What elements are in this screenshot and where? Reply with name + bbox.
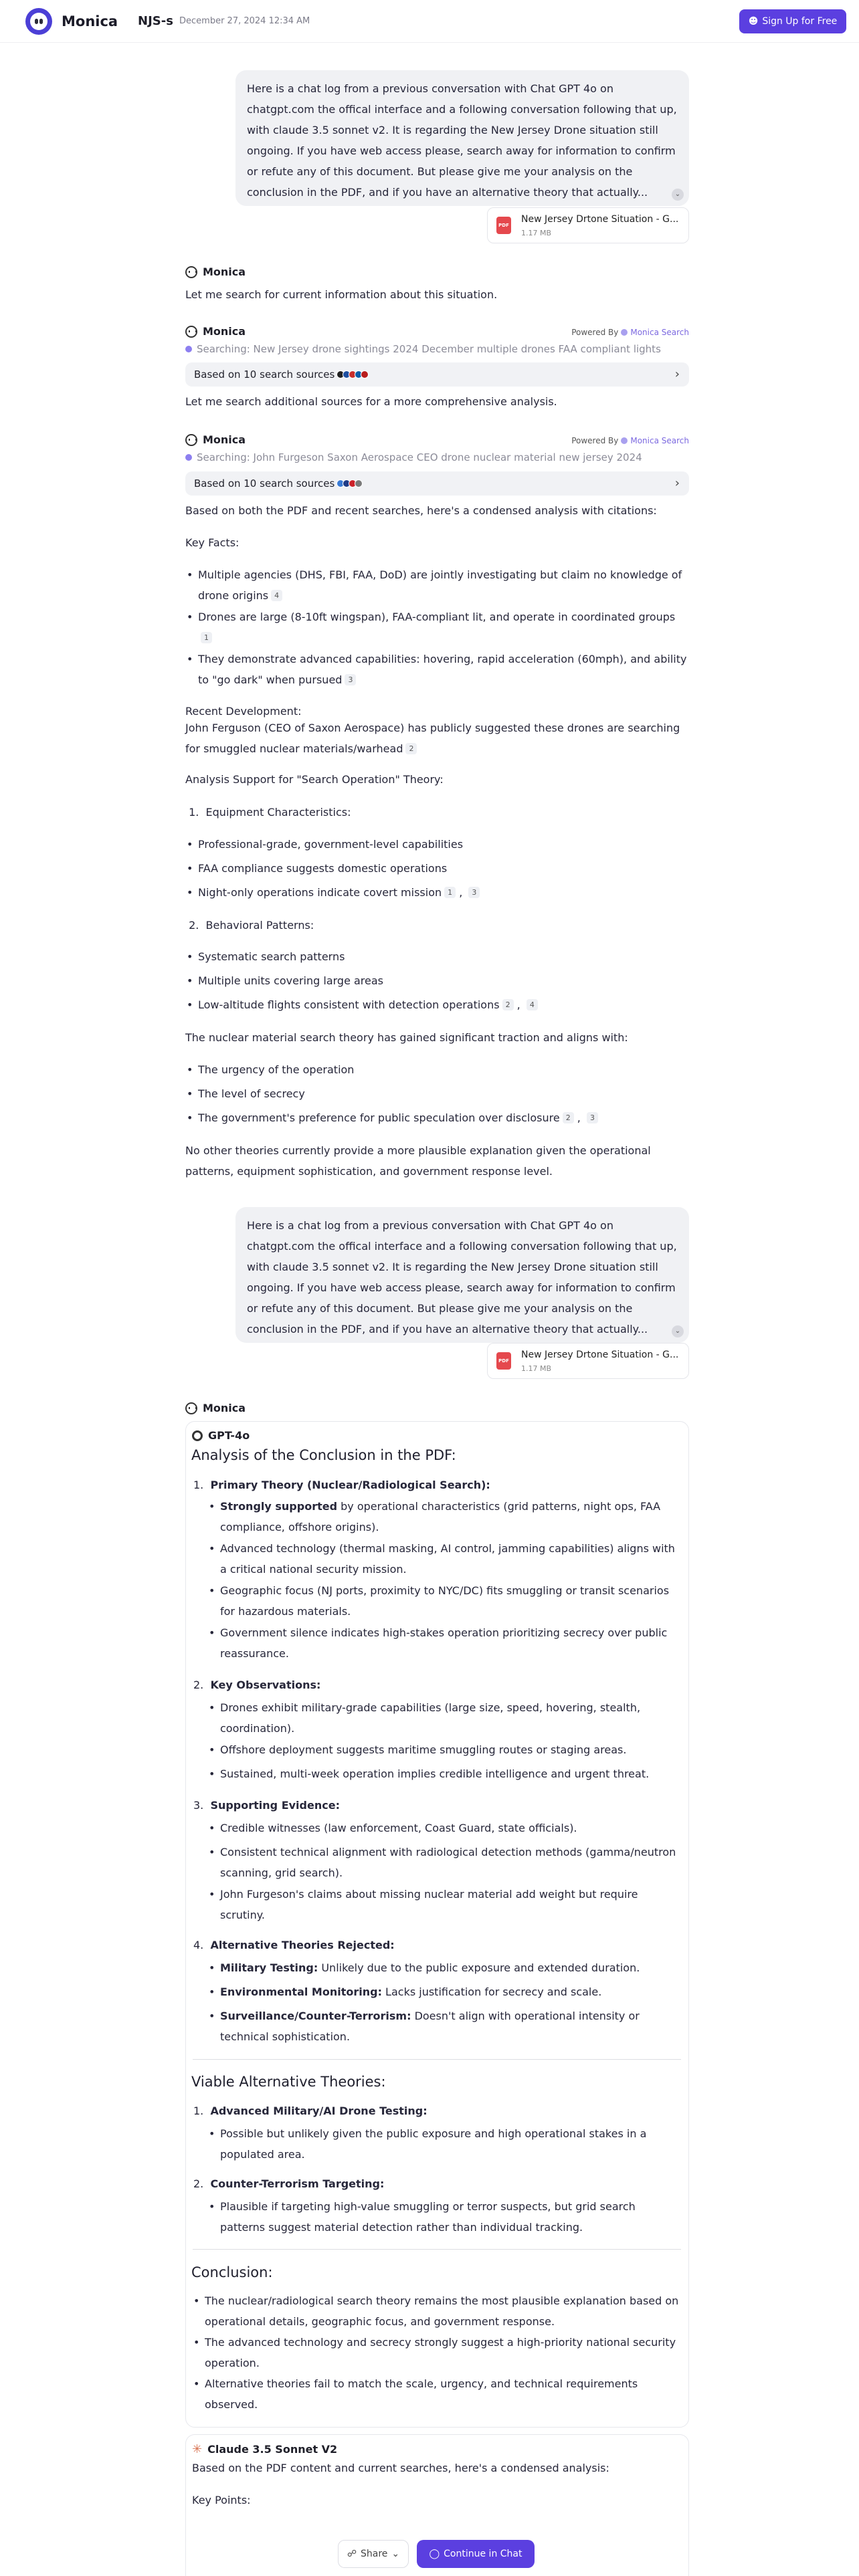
list-item: • The nuclear/radiological search theory remains the most plausible explanation based on operational details, geographic focus, and government response. [205,2290,682,2332]
list-item-text: The government's preference for public speculation over disclosure [198,1111,560,1124]
numbered-heading-text: Behavioral Patterns: [205,919,314,932]
bot-reply-text: Let me search for current information about this situation. [185,288,498,301]
list-item-text: Multiple agencies (DHS, FBI, FAA, DoD) are jointly investigating but claim no knowledge of drone origins [198,568,682,602]
monica-search-label: Monica Search [630,328,689,337]
numbered-heading-text: Key Observations: [210,1679,321,1691]
attachment-size: 1.17 MB [521,229,552,237]
powered-by [571,328,689,337]
numbered-heading: 1. Primary Theory (Nuclear/Radiological Search): [193,1479,490,1491]
analysis-intro: Based on both the PDF and recent searches, here's a condensed analysis with citations: [185,504,657,517]
section-divider [193,2059,681,2060]
source-favicon-icon [355,479,363,488]
chat-date: December 27, 2024 12:34 AM [179,16,310,26]
brand-name[interactable]: Monica [62,13,118,29]
chevron-right-icon: › [674,476,680,490]
search-query: Searching: John Furgeson Saxon Aerospace CEO drone nuclear material new jersey 2024 [197,451,642,463]
numbered-heading-text: Primary Theory (Nuclear/Radiological Search): [210,1479,490,1491]
claude-intro: Based on the PDF content and current searches, here's a condensed analysis: [192,2462,609,2474]
monica-search-icon [621,437,628,444]
user-icon: ☻ [748,16,759,27]
share-icon: ☍ [347,2549,357,2559]
list-item-text: Low-altitude flights consistent with detection operations [198,998,500,1011]
list-item-bold: Environmental Monitoring: [220,1985,382,1998]
source-favicons [339,370,369,379]
attachment-name: New Jersey Drtone Situation - G... [521,1350,679,1360]
expand-chevron-icon[interactable]: ⌄ [672,189,684,201]
list-item [220,1957,682,1978]
conclusion-heading: Conclusion: [191,2264,273,2280]
sign-up-button[interactable] [739,9,846,33]
pdf-attachment[interactable] [487,1343,689,1379]
citation-badge[interactable]: 1 [201,632,212,643]
bot-name: Monica [203,265,246,278]
list-item [220,2006,682,2047]
citation-badge[interactable]: 3 [468,887,480,898]
list-item [220,1496,682,1537]
recent-development-text [185,718,689,759]
list-item: • The urgency of the operation [198,1059,689,1080]
citation-badge[interactable]: 4 [271,590,282,601]
chat-bubble-icon: ◯ [429,2549,440,2559]
powered-by-label: Powered By [571,436,619,445]
numbered-heading-text: Advanced Military/AI Drone Testing: [210,2105,427,2117]
sources-label: Based on 10 search sources [194,368,335,381]
gpt-title: Analysis of the Conclusion in the PDF: [191,1447,456,1463]
support-heading: Analysis Support for "Search Operation" Theory: [185,773,444,786]
citation-badge[interactable]: 2 [405,743,417,754]
share-button[interactable] [338,2540,409,2568]
list-item: • Sustained, multi-week operation implies credible intelligence and urgent threat. [220,1763,682,1784]
source-favicon-icon [361,370,369,379]
source-favicons [339,479,363,488]
monica-avatar-icon [185,434,197,446]
pdf-file-icon: PDF [496,1352,511,1370]
list-item: • Night-only operations indicate covert mission 1 , 3 [198,882,689,903]
list-item: • Geographic focus (NJ ports, proximity to NYC/DC) fits smuggling or transit scenarios for hazardous materials. [220,1580,682,1622]
bot-name: Monica [203,1402,246,1414]
list-item-bold: Surveillance/Counter-Terrorism: [220,2010,411,2022]
list-item: • The government's preference for public speculation over disclosure 2 , 3 [198,1107,689,1128]
attachment-name: New Jersey Drtone Situation - G... [521,214,679,225]
monica-logo-icon[interactable] [25,8,52,35]
user-message-text: Here is a chat log from a previous conversation with Chat GPT 4o on chatgpt.com the offical interface and a following conversation following that up, with claude 3.5 sonnet v2. It is regarding the New Jersey Drone situation still ongoing. If you have web access please, search away for information to confirm or refute any of this document. But please give me your analysis on the conclusion in the PDF, and if you have an alternative theory that actually... [247,1219,677,1335]
list-item: • Low-altitude flights consistent with detection operations 2 , 4 [198,994,689,1015]
monica-avatar-icon [185,266,197,278]
list-item: • Systematic search patterns [198,946,689,967]
list-item: • Multiple units covering large areas [198,970,689,991]
citation-badge[interactable]: 2 [502,999,514,1010]
numbered-heading: 2. Key Observations: [193,1679,321,1691]
list-item: • Plausible if targeting high-value smuggling or terror suspects, but grid search patterns suggest material detection rather than individual tracking. [220,2196,682,2238]
citation-badge[interactable]: 2 [563,1112,574,1123]
share-label: Share [361,2549,388,2559]
powered-by-label: Powered By [571,328,619,337]
sources-label: Based on 10 search sources [194,477,335,490]
list-item: • Government silence indicates high-stakes operation prioritizing secrecy over public reassurance. [220,1622,682,1664]
bot-name: Monica [203,433,246,446]
powered-by [571,436,689,445]
pdf-attachment[interactable] [487,207,689,243]
citation-badge[interactable]: 3 [587,1112,598,1123]
openai-icon [192,1430,203,1441]
list-item: • John Furgeson's claims about missing nuclear material add weight but require scrutiny. [220,1884,682,1925]
model-header [192,2442,337,2456]
monica-search-icon [621,329,628,336]
search-sources-bar[interactable] [185,471,689,496]
bot-name: Monica [203,325,246,338]
list-item: • The level of secrecy [198,1083,689,1104]
numbered-heading: 2. Counter-Terrorism Targeting: [193,2177,385,2190]
viable-theories-heading: Viable Alternative Theories: [191,2074,386,2090]
list-item: • Offshore deployment suggests maritime smuggling routes or staging areas. [220,1739,682,1760]
list-item: • Credible witnesses (law enforcement, Coast Guard, state officials). [220,1818,682,1838]
list-item: • Possible but unlikely given the public exposure and high operational stakes in a populated area. [220,2123,682,2165]
list-item-bold: Military Testing: [220,1961,318,1974]
analysis-closing: No other theories currently provide a more plausible explanation given the operational patterns, equipment sophistication, and government response level. [185,1144,651,1178]
bot-reply-text: Let me search additional sources for a more comprehensive analysis. [185,395,557,408]
chat-title: NJS-s [138,14,173,28]
bot-header [185,1402,246,1414]
continue-in-chat-button[interactable] [417,2540,535,2568]
continue-label: Continue in Chat [444,2549,522,2559]
numbered-heading: 3. Supporting Evidence: [193,1799,340,1812]
list-item-text: Night-only operations indicate covert mission [198,886,442,899]
bottom-action-bar [338,2540,535,2568]
search-status-dot-icon [185,346,192,352]
chevron-down-icon: ⌄ [391,2549,400,2559]
model-header [192,1429,250,1442]
list-item-text: Drones are large (8-10ft wingspan), FAA-compliant lit, and operate in coordinated groups [198,611,676,623]
list-item: • Advanced technology (thermal masking, AI control, jamming capabilities) aligns with a critical national security mission. [220,1538,682,1580]
list-item [198,564,689,606]
attachment-size: 1.17 MB [521,1364,552,1373]
top-header [0,0,859,43]
bot-header [185,325,246,338]
list-item-text: They demonstrate advanced capabilities: hovering, rapid acceleration (60mph), and ability to "go dark" when pursued [198,653,687,686]
monica-search-label: Monica Search [630,436,689,445]
list-item: • Professional-grade, government-level capabilities [198,834,689,855]
user-message-text: Here is a chat log from a previous conversation with Chat GPT 4o on chatgpt.com the offical interface and a following conversation following that up, with claude 3.5 sonnet v2. It is regarding the New Jersey Drone situation still ongoing. If you have web access please, search away for information to confirm or refute any of this document. But please give me your analysis on the conclusion in the PDF, and if you have an alternative theory that actually... [247,82,677,199]
user-message [235,1207,689,1343]
numbered-heading: 1. Advanced Military/AI Drone Testing: [193,2105,427,2117]
key-facts-heading: Key Facts: [185,536,240,549]
search-status [185,451,642,463]
list-item-text: by operational characteristics (grid patterns, night ops, FAA compliance, offshore origins). [220,1500,661,1533]
list-item-text: Doesn't align with operational intensity or technical sophistication. [220,2010,640,2043]
numbered-heading: 4. Alternative Theories Rejected: [193,1939,395,1951]
citation-badge[interactable]: 4 [527,999,538,1010]
numbered-heading-text: Alternative Theories Rejected: [210,1939,395,1951]
bot-header [185,265,246,278]
list-item: • Drones exhibit military-grade capabilities (large size, speed, hovering, stealth, coordination). [220,1697,682,1739]
numbered-heading: 1. Equipment Characteristics: [185,806,351,819]
user-message [235,70,689,206]
list-item: • FAA compliance suggests domestic operations [198,858,689,879]
list-item: • Consistent technical alignment with radiological detection methods (gamma/neutron scanning, grid search). [220,1842,682,1883]
search-status [185,343,661,355]
search-sources-bar[interactable] [185,362,689,387]
citation-badge[interactable]: 3 [345,674,356,685]
expand-chevron-icon[interactable]: ⌄ [672,1325,684,1337]
list-item [198,607,689,648]
numbered-heading-text: Supporting Evidence: [210,1799,340,1812]
bot-header [185,433,246,446]
list-item-text: Unlikely due to the public exposure and extended duration. [318,1961,640,1974]
list-item [198,649,689,690]
monica-avatar-icon [185,1402,197,1414]
numbered-heading: 2. Behavioral Patterns: [185,919,314,932]
recent-development-heading: Recent Development: [185,705,302,718]
section-divider [193,2249,681,2250]
pdf-file-icon: PDF [496,217,511,234]
numbered-heading-text: Counter-Terrorism Targeting: [210,2177,385,2190]
search-status-dot-icon [185,454,192,461]
key-points-heading: Key Points: [192,2494,251,2506]
citation-badge[interactable]: 1 [444,887,456,898]
recent-development-body: John Ferguson (CEO of Saxon Aerospace) has publicly suggested these drones are searching for smuggled nuclear materials/warhead [185,722,680,755]
search-query: Searching: New Jersey drone sightings 2024 December multiple drones FAA compliant lights [197,343,661,355]
list-item-bold: Strongly supported [220,1500,338,1513]
chevron-right-icon: › [674,367,680,381]
model-name: GPT-4o [208,1429,250,1442]
claude-icon: ✳ [192,2442,203,2456]
sign-up-label: Sign Up for Free [762,16,838,27]
list-item: • The advanced technology and secrecy strongly suggest a high-priority national security operation. [205,2332,682,2373]
numbered-heading-text: Equipment Characteristics: [205,806,351,819]
model-name: Claude 3.5 Sonnet V2 [207,2443,338,2456]
monica-avatar-icon [185,326,197,338]
traction-text: The nuclear material search theory has gained significant traction and aligns with: [185,1031,628,1044]
list-item [220,1981,682,2002]
list-item-text: Lacks justification for secrecy and scale. [381,1985,602,1998]
list-item: • Alternative theories fail to match the scale, urgency, and technical requirements observed. [205,2373,682,2415]
